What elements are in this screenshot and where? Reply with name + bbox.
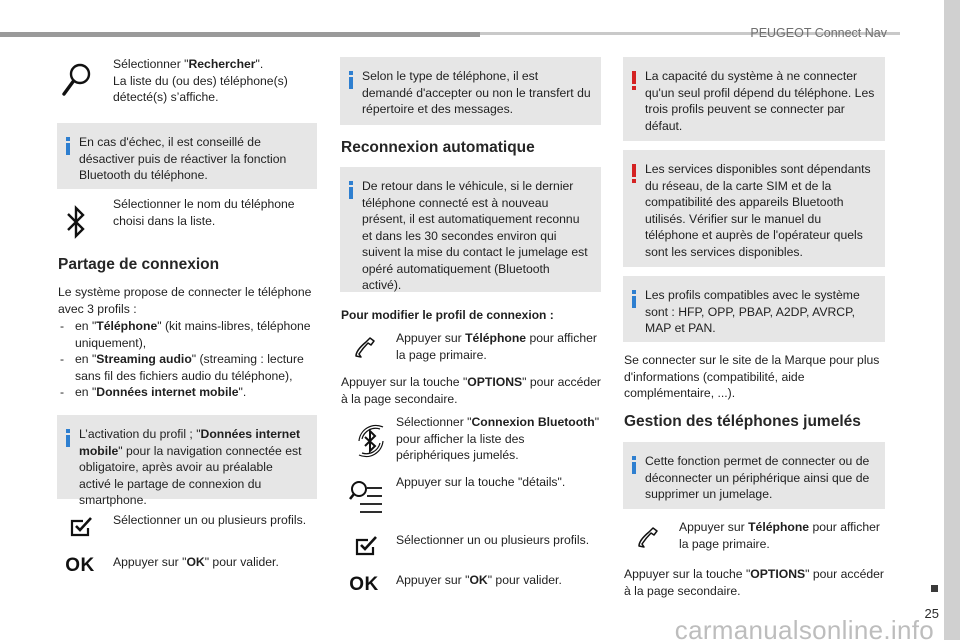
warning-box-capacity: La capacité du système à ne connecter qu'un seul profil dépend du téléphone. Les trois profils peuvent se connecter par défaut. <box>623 57 885 141</box>
info-icon <box>66 429 70 447</box>
step-select-profiles: Sélectionner un ou plusieurs profils. <box>113 513 307 527</box>
list-item: - en "Téléphone" (kit mains-libres, téléphone uniquement), <box>58 318 320 351</box>
checkbox-icon <box>352 534 380 558</box>
info-box-compatible-profiles: Les profils compatibles avec le système sont : HFP, OPP, PBAP, A2DP, AVRCP, MAP et PAN. <box>623 276 885 342</box>
step-phone: Appuyer sur Téléphone pour afficher la page primaire. <box>396 331 597 362</box>
warning-icon <box>632 164 636 182</box>
heading-auto-reconnect: Reconnexion automatique <box>341 139 535 156</box>
info-box-auto-reconnect: De retour dans le véhicule, si le dernier téléphone connecté est à nouveau présent, il est automatiquement reconnu et dans les 30 secondes environ qui suivent la mise du contact le jumelage est opéré automatiquement (Bluetooth activé). <box>340 167 601 292</box>
step-ok: Appuyer sur "OK" pour valider. <box>396 573 562 587</box>
list-item: - en "Données internet mobile". <box>58 384 320 401</box>
website-instruction: Se connecter sur le site de la Marque pour plus d'informations (compatibilité, aide complémentaire, ...). <box>624 353 880 400</box>
warning-icon <box>632 71 636 89</box>
profile-list <box>58 318 320 401</box>
details-search-list-icon <box>348 478 384 516</box>
phone-handset-icon <box>352 334 378 360</box>
step-phone: Appuyer sur Téléphone pour afficher la page primaire. <box>679 520 880 551</box>
checkbox-icon <box>67 515 95 539</box>
list-item: - en "Streaming audio" (streaming : lecture sans fil des fichiers audio du téléphone), <box>58 351 320 384</box>
info-box-mobile-data: L’activation du profil ; "Données internet mobile" pour la navigation connectée est obligatoire, après avoir au préalable activé le partage de connexion du smartphone. <box>57 415 317 499</box>
page-edge-tab <box>944 0 960 640</box>
info-icon <box>632 290 636 308</box>
step-select-profiles: Sélectionner un ou plusieurs profils. <box>396 533 590 547</box>
header-rule <box>0 32 480 37</box>
step-bluetooth-connection: Sélectionner "Connexion Bluetooth" pour afficher la liste des périphériques jumelés. <box>396 415 600 462</box>
heading-paired-phones: Gestion des téléphones jumelés <box>624 413 861 430</box>
running-head: PEUGEOT Connect Nav <box>750 26 887 40</box>
info-icon <box>66 137 70 155</box>
ok-icon: OK <box>65 554 95 576</box>
heading-connection-sharing: Partage de connexion <box>58 256 220 273</box>
info-box-accept-transfer: Selon le type de téléphone, il est demandé d'accepter ou non le transfert du répertoire et des messages. <box>340 57 601 125</box>
sharing-intro: Le système propose de connecter le téléphone avec 3 profils : <box>58 285 312 316</box>
step-details: Appuyer sur la touche "détails". <box>396 475 566 489</box>
page-number: 25 <box>924 605 939 621</box>
options-instruction: Appuyer sur la touche "OPTIONS" pour accéder à la page secondaire. <box>624 567 884 598</box>
info-icon <box>632 456 636 474</box>
search-icon <box>58 60 94 100</box>
bluetooth-settings-icon <box>355 418 387 462</box>
watermark: carmanualsonline.info <box>674 614 934 640</box>
options-instruction: Appuyer sur la touche "OPTIONS" pour accéder à la page secondaire. <box>341 375 601 406</box>
step-select-phone: Sélectionner le nom du téléphone choisi dans la liste. <box>113 197 295 228</box>
info-icon <box>349 181 353 199</box>
step-ok: Appuyer sur "OK" pour valider. <box>113 555 279 569</box>
warning-box-services: Les services disponibles sont dépendants du réseau, de la carte SIM et de la compatibilité des appareils Bluetooth utilisés. Vérifier sur le manuel du téléphone et auprès de l'opérateur quels sont les services disponibles. <box>623 150 885 267</box>
subhead-modify-profile: Pour modifier le profil de connexion : <box>341 308 554 322</box>
end-of-section-marker <box>931 585 938 592</box>
bluetooth-icon <box>64 202 88 242</box>
info-icon <box>349 71 353 89</box>
ok-icon: OK <box>349 573 379 595</box>
info-box-paired-phones: Cette fonction permet de connecter ou de déconnecter un périphérique ainsi que de supprimer un jumelage. <box>623 442 885 509</box>
step-search: Sélectionner "Rechercher". La liste du (ou des) téléphone(s) détecté(s) s’affiche. <box>113 57 288 104</box>
phone-handset-icon <box>635 524 661 550</box>
info-box-fail: En cas d'échec, il est conseillé de désactiver puis de réactiver la fonction Bluetooth du téléphone. <box>57 123 317 189</box>
